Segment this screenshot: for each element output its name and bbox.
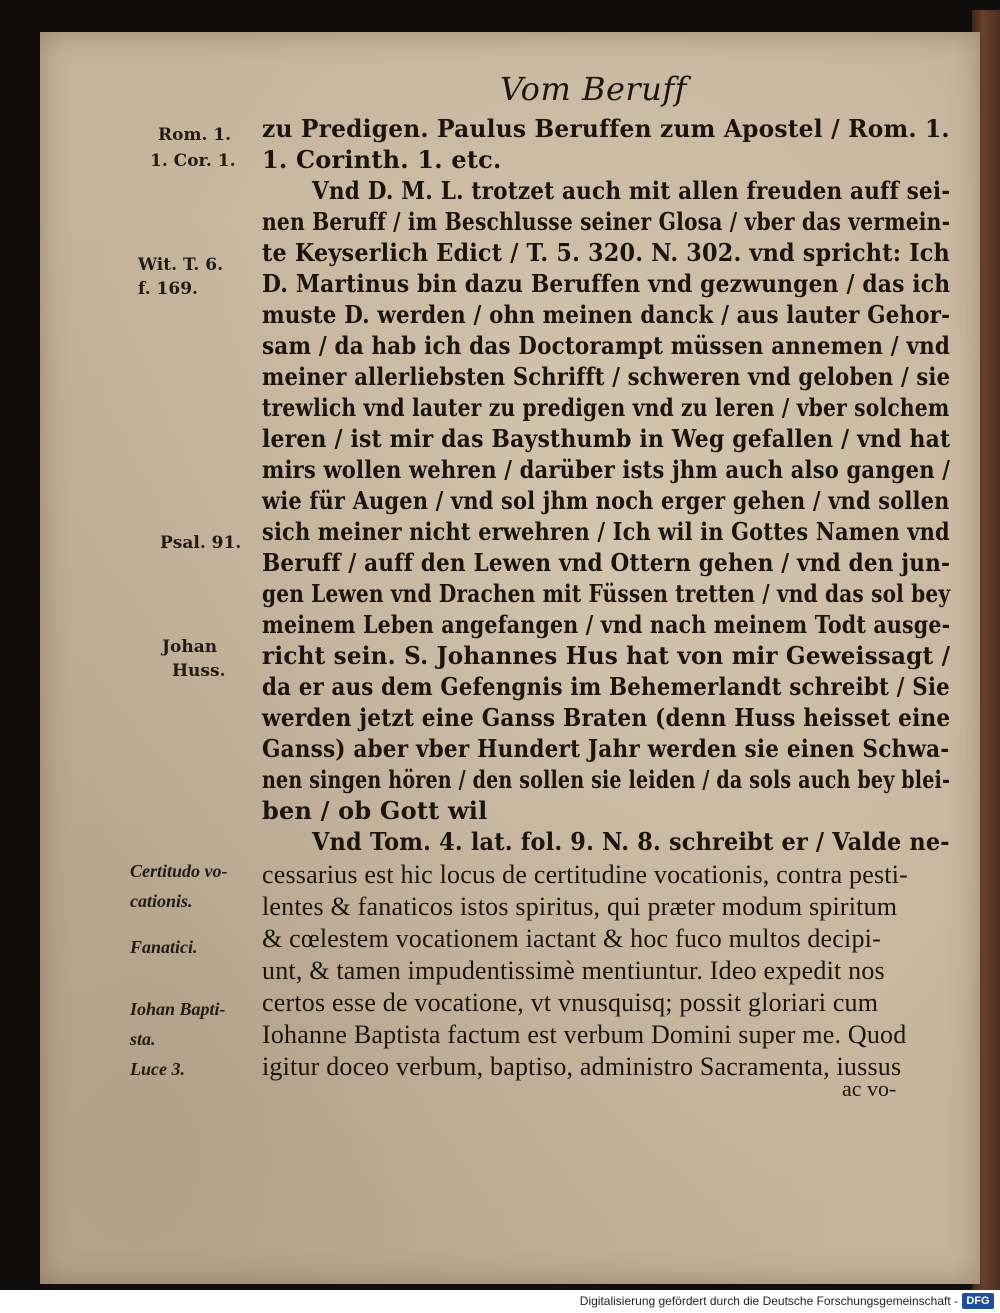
text-line: & cœlestem vocationem iactant & hoc fuco multos decipi- — [262, 924, 881, 953]
text-line: 1. Corinth. 1. etc. — [262, 145, 502, 174]
margin-note-johan: Johan — [162, 637, 218, 657]
text-line: Vnd Tom. 4. lat. fol. 9. N. 8. schreibt er / Valde ne- — [312, 827, 950, 856]
text-line: trewlich vnd lauter zu predigen vnd zu leren / vber solchem — [262, 393, 950, 422]
text-line: Iohanne Baptista factum est verbum Domini super me. Quod — [262, 1020, 907, 1049]
text-line: nen singen hören / den sollen sie leiden / da sols auch bey blei- — [262, 765, 951, 794]
text-line: gen Lewen vnd Drachen mit Füssen tretten / vnd das sol bey — [262, 579, 951, 608]
text-line: D. Martinus bin dazu Beruffen vnd gezwungen / das ich — [262, 269, 951, 298]
text-line: Beruff / auff den Lewen vnd Ottern gehen / vnd den jun- — [262, 548, 951, 577]
text-line: lentes & fanaticos istos spiritus, qui præter modum spiritum — [262, 892, 898, 921]
margin-note-baptista-cont: sta. — [130, 1029, 156, 1049]
margin-note-huss: Huss. — [172, 661, 226, 681]
text-line: sam / da hab ich das Doctorampt müssen annemen / vnd — [262, 331, 951, 360]
text-line: richt sein. S. Johannes Hus hat von mir Geweissagt / — [262, 641, 951, 670]
text-line: meinem Leben angefangen / vnd nach meinem Todt ausge- — [262, 610, 951, 639]
text-line: igitur doceo verbum, baptiso, administro Sacramenta, iussus — [262, 1052, 902, 1081]
text-line: meiner allerliebsten Schrifft / schweren vnd geloben / sie — [262, 362, 951, 391]
margin-note-psal: Psal. 91. — [160, 533, 242, 553]
text-line: ben / ob Gott wil — [262, 796, 488, 825]
text-line: mirs wollen wehren / darüber ists jhm auch also gangen / — [262, 455, 951, 484]
text-line: te Keyserlich Edict / T. 5. 320. N. 302. vnd spricht: Ich — [262, 238, 950, 267]
text-line: leren / ist mir das Baysthumb in Weg gefallen / vnd hat — [262, 424, 951, 453]
text-line: certos esse de vocatione, vt vnusquisq; possit gloriari cum — [262, 988, 879, 1017]
text-line: Vnd D. M. L. trotzet auch mit allen freuden auff sei- — [312, 176, 951, 205]
running-head: Vom Beruff — [500, 70, 687, 108]
text-line: zu Predigen. Paulus Beruffen zum Apostel / Rom. 1. — [262, 114, 950, 143]
text-line: unt, & tamen impudentissimè mentiuntur. Ideo expedit nos — [262, 956, 885, 985]
margin-note-luce: Luce 3. — [130, 1059, 185, 1079]
text-line: nen Beruff / im Beschlusse seiner Glosa / vber das vermein- — [262, 207, 951, 236]
footer-credit: Digitalisierung gefördert durch die Deutsche Forschungsgemeinschaft - — [579, 1294, 958, 1308]
margin-note-rom: Rom. 1. — [158, 125, 232, 145]
margin-note-cor: 1. Cor. 1. — [150, 151, 236, 171]
margin-note-certitudo: Certitudo vo- — [130, 861, 228, 881]
text-line: wie für Augen / vnd sol jhm noch erger gehen / vnd sollen — [262, 486, 950, 515]
text-line: da er aus dem Gefengnis im Behemerlandt schreibt / Sie — [262, 672, 950, 701]
margin-note-fanatici: Fanatici. — [130, 937, 198, 957]
margin-note-wit-folio: f. 169. — [138, 279, 198, 299]
text-line: sich meiner nicht erwehren / Ich wil in Gottes Namen vnd — [262, 517, 950, 546]
text-line: Ganss) aber vber Hundert Jahr werden sie einen Schwa- — [262, 734, 950, 763]
margin-note-vocationis: cationis. — [130, 891, 193, 911]
digitization-footer — [0, 1290, 1000, 1313]
catchword: ac vo- — [842, 1076, 897, 1101]
margin-note-wit: Wit. T. 6. — [138, 255, 223, 275]
text-line: cessarius est hic locus de certitudine vocationis, contra pesti- — [262, 860, 908, 889]
text-line: muste D. werden / ohn meinen danck / aus lauter Gehor- — [262, 300, 951, 329]
text-line: werden jetzt eine Ganss Braten (denn Huss heisset eine — [262, 703, 951, 732]
dfg-logo[interactable]: DFG — [962, 1293, 994, 1309]
margin-note-baptista: Iohan Bapti- — [130, 999, 226, 1019]
